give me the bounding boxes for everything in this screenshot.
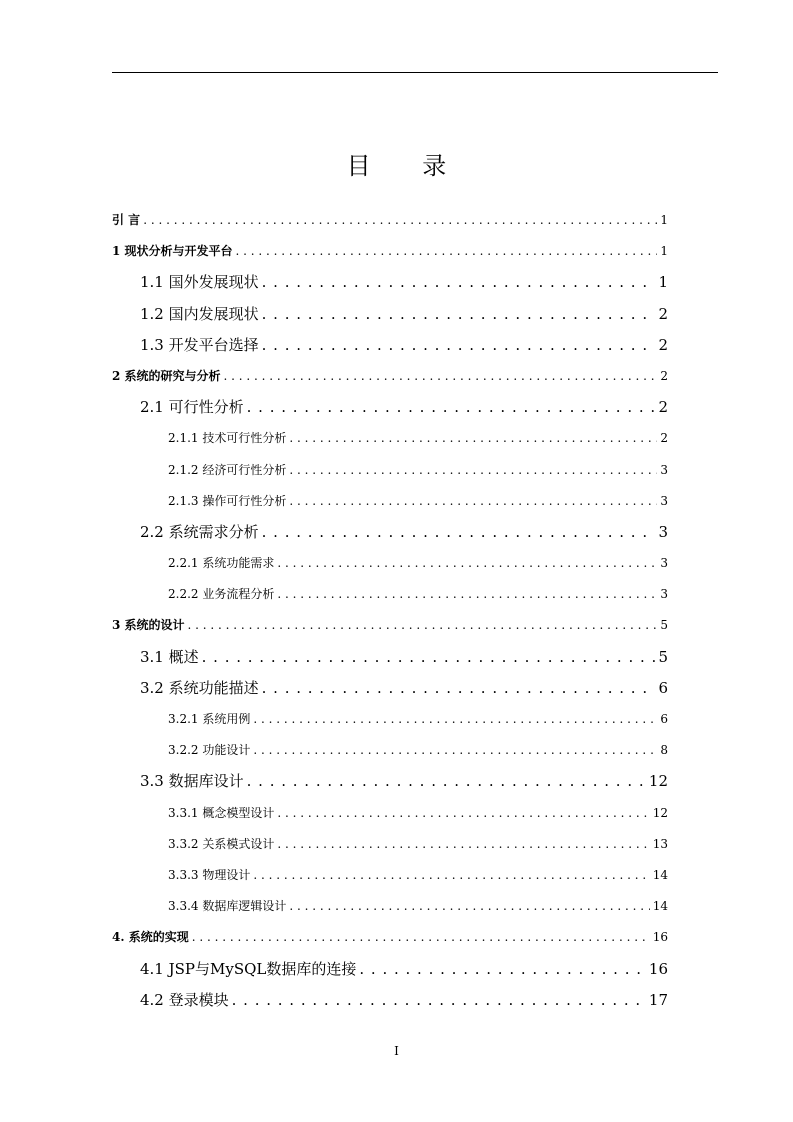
toc-entry[interactable] — [112, 579, 668, 610]
toc-entry-page: 6 — [660, 712, 668, 726]
dot-leader — [247, 392, 656, 423]
toc-entry-page: 5 — [660, 618, 668, 633]
toc-entry-label: 3.2.1 系统用例 — [168, 712, 251, 726]
dot-leader — [262, 517, 656, 548]
toc-entry[interactable] — [112, 985, 668, 1016]
toc-entry[interactable] — [112, 486, 668, 517]
dot-leader — [277, 798, 649, 829]
toc-entry[interactable] — [112, 423, 668, 454]
toc-entry[interactable] — [112, 642, 668, 673]
toc-entry-page: 8 — [660, 743, 668, 758]
toc-entry-page: 16 — [648, 959, 668, 978]
toc-entry-label: 3.3.4 数据库逻辑设计 — [168, 899, 287, 914]
toc-entry-label: 3.1 概述 — [140, 647, 199, 666]
dot-leader — [224, 361, 658, 392]
toc-entry-page: 6 — [658, 678, 668, 697]
toc-entry-label: 2.1 可行性分析 — [140, 398, 244, 417]
page-title: 目 录 — [346, 152, 469, 180]
toc-entry-label: 2.1.2 经济可行性分析 — [168, 462, 287, 477]
dot-leader — [262, 267, 656, 298]
dot-leader — [262, 330, 656, 361]
toc-entry-label: 3.3.3 物理设计 — [168, 867, 251, 882]
dot-leader — [289, 455, 657, 486]
toc-entry-page: 2 — [660, 368, 668, 383]
toc-entry-label: 3 系统的设计 — [112, 618, 185, 633]
dot-leader — [202, 642, 656, 673]
toc-entry-page: 1 — [660, 213, 668, 227]
page-number: I — [394, 1044, 399, 1058]
toc-entry-label: 引 言 — [112, 213, 141, 227]
header-rule — [112, 72, 718, 73]
toc-entry-label: 2 系统的研究与分析 — [112, 368, 221, 383]
toc-entry[interactable] — [112, 610, 668, 641]
dot-leader — [359, 954, 646, 985]
toc-entry-page: 2 — [658, 304, 668, 323]
toc-entry-label: 4.1 JSP与MySQL数据库的连接 — [140, 959, 357, 978]
toc-entry-page: 2 — [660, 431, 668, 446]
toc-entry-label: 3.2.2 功能设计 — [168, 743, 251, 758]
toc-entry-page: 12 — [652, 805, 668, 820]
toc-entry[interactable] — [112, 860, 668, 891]
dot-leader — [253, 860, 649, 891]
toc-entry[interactable] — [112, 735, 668, 766]
dot-leader — [143, 205, 657, 236]
toc-entry-label: 1 现状分析与开发平台 — [112, 244, 233, 259]
toc-entry-page: 2 — [658, 398, 668, 417]
toc-entry-page: 2 — [658, 335, 668, 354]
toc-entry-label: 2.2 系统需求分析 — [140, 522, 259, 541]
dot-leader — [232, 985, 646, 1016]
dot-leader — [236, 236, 658, 267]
toc-entry-page: 17 — [648, 990, 668, 1009]
toc-entry-page: 5 — [658, 647, 668, 666]
dot-leader — [262, 673, 656, 704]
toc-entry[interactable] — [112, 954, 668, 985]
toc-entry-page: 16 — [652, 930, 668, 945]
toc-entry-label: 3.3.1 概念模型设计 — [168, 805, 275, 820]
dot-leader — [289, 891, 649, 922]
dot-leader — [188, 610, 658, 641]
toc-entry-page: 3 — [658, 522, 668, 541]
toc-entry-page: 3 — [660, 556, 668, 571]
toc-entry-label: 2.1.1 技术可行性分析 — [168, 431, 287, 446]
toc-entry-label: 3.3.2 关系模式设计 — [168, 836, 275, 851]
toc-entry[interactable] — [112, 330, 668, 361]
toc-entry-label: 2.2.1 系统功能需求 — [168, 556, 275, 571]
toc-entry-label: 1.2 国内发展现状 — [140, 304, 259, 323]
toc-entry[interactable] — [112, 766, 668, 797]
toc-entry-page: 13 — [652, 836, 668, 851]
toc-entry-label: 1.3 开发平台选择 — [140, 335, 259, 354]
toc-entry[interactable] — [112, 704, 668, 735]
toc-entry-page: 14 — [652, 867, 668, 882]
toc-entry[interactable] — [112, 891, 668, 922]
toc-entry-page: 1 — [658, 273, 668, 292]
toc-entry-label: 4. 系统的实现 — [112, 930, 189, 945]
dot-leader — [289, 423, 657, 454]
toc-entry-label: 3.2 系统功能描述 — [140, 678, 259, 697]
toc-entry-label: 3.3 数据库设计 — [140, 772, 244, 791]
toc-entry[interactable] — [112, 673, 668, 704]
toc-entry-page: 14 — [652, 899, 668, 914]
toc-entry[interactable] — [112, 829, 668, 860]
dot-leader — [253, 704, 657, 735]
dot-leader — [247, 766, 646, 797]
toc-entry-label: 2.2.2 业务流程分析 — [168, 587, 275, 602]
dot-leader — [277, 579, 657, 610]
toc-entry[interactable] — [112, 798, 668, 829]
dot-leader — [277, 829, 649, 860]
toc-entry[interactable] — [112, 517, 668, 548]
toc-entry-page: 3 — [660, 493, 668, 508]
toc-entry[interactable] — [112, 236, 668, 267]
table-of-contents — [112, 205, 668, 1016]
toc-entry[interactable] — [112, 205, 668, 236]
dot-leader — [253, 735, 657, 766]
toc-entry[interactable] — [112, 922, 668, 953]
toc-entry[interactable] — [112, 392, 668, 423]
dot-leader — [262, 299, 656, 330]
toc-entry-label: 1.1 国外发展现状 — [140, 273, 259, 292]
toc-entry[interactable] — [112, 267, 668, 298]
dot-leader — [192, 922, 650, 953]
toc-entry-page: 12 — [648, 772, 668, 791]
toc-entry[interactable] — [112, 361, 668, 392]
toc-entry-page: 1 — [660, 244, 668, 259]
dot-leader — [277, 548, 657, 579]
toc-entry[interactable] — [112, 455, 668, 486]
dot-leader — [289, 486, 657, 517]
toc-entry-page: 3 — [660, 587, 668, 602]
toc-entry-label: 4.2 登录模块 — [140, 990, 229, 1009]
toc-entry-label: 2.1.3 操作可行性分析 — [168, 493, 287, 508]
toc-entry[interactable] — [112, 548, 668, 579]
toc-entry[interactable] — [112, 299, 668, 330]
toc-entry-page: 3 — [660, 462, 668, 477]
